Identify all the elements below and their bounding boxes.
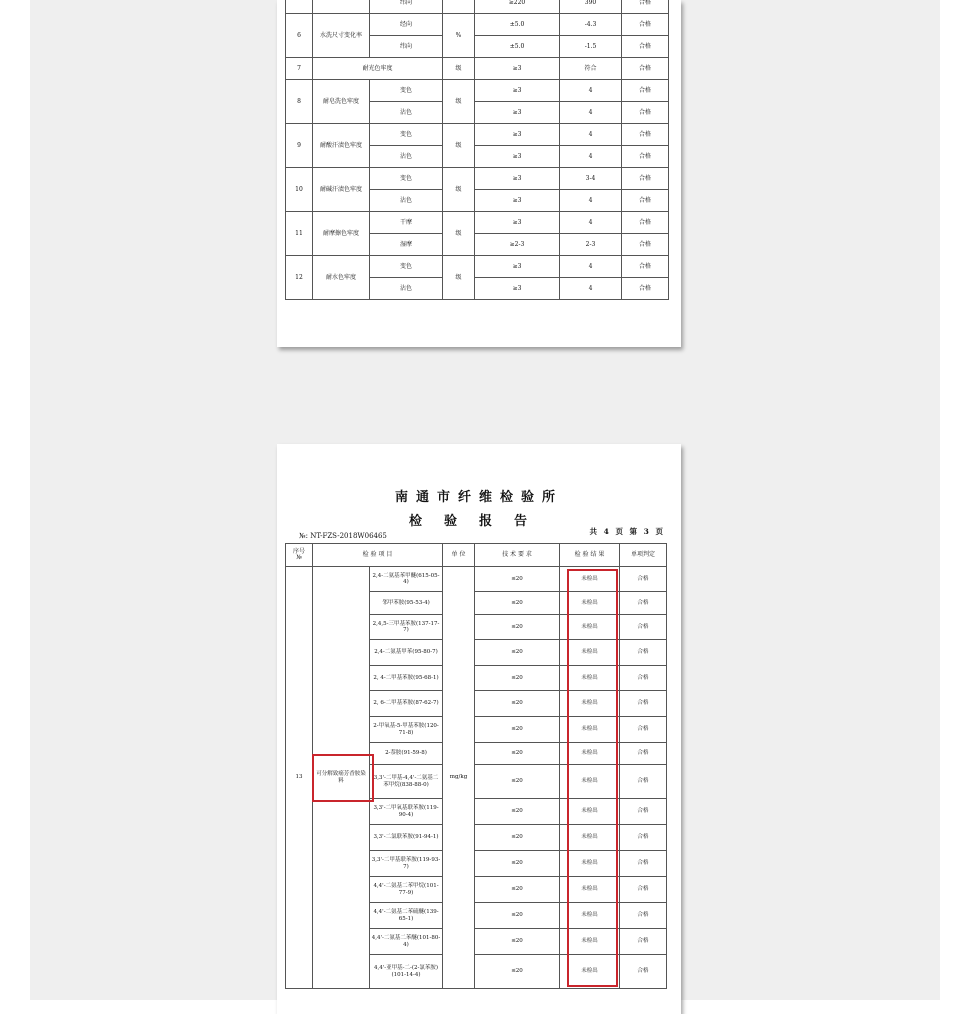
cell-req: ≤20: [475, 955, 560, 989]
cell-sub: 4,4'-二氨基二苯硫醚(139-65-1): [370, 903, 443, 929]
test-results-table-previous: [285, 0, 669, 300]
header-no: 序号 №: [286, 544, 313, 567]
report-page-3: [277, 444, 681, 1014]
cell-req: ≤20: [475, 929, 560, 955]
cell-req: ≥220: [475, 0, 560, 14]
cell-item: 耐皂洗色牢度: [313, 80, 370, 124]
header-judge: 单项判定: [620, 544, 667, 567]
cell-req: ≥3: [475, 102, 560, 124]
cell-judge: 合格: [622, 124, 669, 146]
cell-result: 未检出: [560, 851, 620, 877]
report-title: 检验报告: [408, 514, 549, 529]
cell-result: -4.3: [560, 14, 622, 36]
table-row: [286, 124, 669, 146]
cell-req: ≤20: [475, 765, 560, 799]
table-row: [286, 58, 669, 80]
cell-result: 未检出: [560, 743, 620, 765]
cell-judge: 合格: [620, 799, 667, 825]
cell-result: 4: [560, 190, 622, 212]
cell-sub: 2, 6-二甲基苯胺(87-62-7): [370, 691, 443, 717]
cell-req: ≥3: [475, 80, 560, 102]
cell-sub: 3,3'-二甲氧基联苯胺(119-90-4): [370, 799, 443, 825]
cell-req: ≥3: [475, 212, 560, 234]
cell-req: ≤20: [475, 877, 560, 903]
cell-sub: 2,4-二氨基苯甲醚(615-05-4): [370, 567, 443, 592]
cell-no: 10: [286, 168, 313, 212]
cell-judge: 合格: [620, 903, 667, 929]
page-indicator: 共 4 页 第 3 页: [589, 527, 665, 536]
institution-title: 南通市纤维检验所: [394, 490, 563, 505]
cell-judge: 合格: [622, 278, 669, 300]
cell-judge: 合格: [622, 212, 669, 234]
cell-judge: 合格: [620, 877, 667, 903]
cell-req: ≥3: [475, 146, 560, 168]
cell-sub: 2, 4-二甲基苯胺(95-68-1): [370, 666, 443, 691]
cell-result: 符合: [560, 58, 622, 80]
cell-judge: 合格: [622, 256, 669, 278]
table-row: [286, 0, 669, 14]
cell-sub: 纬向: [370, 36, 443, 58]
cell-req: ≤20: [475, 903, 560, 929]
cell-item: 耐光色牢度: [313, 58, 443, 80]
cell-req: ≥3: [475, 256, 560, 278]
cell-item: 耐水色牢度: [313, 256, 370, 300]
cell-unit: 级: [443, 58, 475, 80]
cell-result: 未检出: [560, 691, 620, 717]
cell-no: 13: [286, 567, 313, 989]
cell-sub: 2,4-二氨基甲苯(95-80-7): [370, 640, 443, 666]
cell-judge: 合格: [620, 592, 667, 615]
cell-item: 耐酸汗渍色牢度: [313, 124, 370, 168]
cell-sub: 经向: [370, 14, 443, 36]
cell-result: 未检出: [560, 592, 620, 615]
cell-judge: 合格: [620, 851, 667, 877]
cell-no: 7: [286, 58, 313, 80]
cell-sub: 变色: [370, 124, 443, 146]
cell-judge: 合格: [622, 14, 669, 36]
cell-unit: mg/kg: [443, 567, 475, 989]
cell-result: 4: [560, 102, 622, 124]
cell-no: 11: [286, 212, 313, 256]
cell-judge: 合格: [622, 168, 669, 190]
cell-result: 未检出: [560, 640, 620, 666]
cell-result: 4: [560, 80, 622, 102]
cell-judge: 合格: [622, 58, 669, 80]
cell-req: ≥3: [475, 58, 560, 80]
cell-judge: 合格: [622, 190, 669, 212]
table-row: [286, 256, 669, 278]
table-header-row: [286, 544, 667, 567]
cell-req: ≤20: [475, 592, 560, 615]
cell-sub: 2-萘胺(91-59-8): [370, 743, 443, 765]
cell-req: ≤20: [475, 640, 560, 666]
cell-judge: 合格: [620, 615, 667, 640]
cell-sub: 2,4,5-三甲基苯胺(137-17-7): [370, 615, 443, 640]
table-row: [286, 168, 669, 190]
cell-no: 9: [286, 124, 313, 168]
cell-unit: 级: [443, 80, 475, 124]
cell-judge: 合格: [622, 0, 669, 14]
cell-sub: 3,3'-二氯联苯胺(91-94-1): [370, 825, 443, 851]
cell-result: 3-4: [560, 168, 622, 190]
cell-judge: 合格: [622, 80, 669, 102]
cell-judge: 合格: [620, 765, 667, 799]
cell-result: 未检出: [560, 825, 620, 851]
cell-result: 未检出: [560, 666, 620, 691]
cell-result: 未检出: [560, 877, 620, 903]
cell-judge: 合格: [620, 717, 667, 743]
cell-result: 未检出: [560, 717, 620, 743]
cell-item: 水洗尺寸变化率: [313, 14, 370, 58]
cell-sub: 变色: [370, 168, 443, 190]
cell-sub: 4,4'-亚甲基-二-(2-氯苯胺)(101-14-4): [370, 955, 443, 989]
cell-sub: 纬向: [370, 0, 443, 14]
cell-result: 390: [560, 0, 622, 14]
header-result: 检 验 结 果: [560, 544, 620, 567]
cell-result: 未检出: [560, 903, 620, 929]
cell-sub: 4,4'-二氨基二苯醚(101-80-4): [370, 929, 443, 955]
cell-result: 未检出: [560, 929, 620, 955]
header-unit: 单 位: [443, 544, 475, 567]
table-row: [286, 567, 667, 592]
report-page-previous: [277, 0, 681, 347]
cell-result: 未检出: [560, 765, 620, 799]
table-row: [286, 14, 669, 36]
cell-result: 4: [560, 278, 622, 300]
cell-sub: 4,4'-二氨基二苯甲烷(101-77-9): [370, 877, 443, 903]
cell-result: 未检出: [560, 567, 620, 592]
cell-item: [313, 0, 370, 14]
header-req: 技 术 要 求: [475, 544, 560, 567]
cell-item: 可分解致癌芳香胺染料: [313, 567, 370, 989]
cell-req: ≥3: [475, 278, 560, 300]
cell-item: 耐摩擦色牢度: [313, 212, 370, 256]
cell-req: ≤20: [475, 567, 560, 592]
report-number: №: NT-FZS-2018W06465: [299, 532, 387, 540]
cell-judge: 合格: [622, 36, 669, 58]
cell-judge: 合格: [620, 743, 667, 765]
cell-judge: 合格: [620, 640, 667, 666]
cell-req: ≤20: [475, 799, 560, 825]
cell-judge: 合格: [620, 666, 667, 691]
cell-unit: 级: [443, 124, 475, 168]
cell-judge: 合格: [620, 955, 667, 989]
cell-req: ≤20: [475, 691, 560, 717]
cell-req: ≤20: [475, 851, 560, 877]
cell-judge: 合格: [622, 102, 669, 124]
table-row: [286, 80, 669, 102]
cell-req: ≤20: [475, 666, 560, 691]
cell-result: 未检出: [560, 955, 620, 989]
cell-req: ≤20: [475, 717, 560, 743]
cell-result: 未检出: [560, 615, 620, 640]
cell-sub: 沾色: [370, 146, 443, 168]
cell-unit: 级: [443, 168, 475, 212]
cell-judge: 合格: [620, 567, 667, 592]
cell-req: ±5.0: [475, 36, 560, 58]
cell-unit: [443, 0, 475, 14]
cell-req: ≥3: [475, 168, 560, 190]
cell-sub: 2-甲氧基-5-甲基苯胺(120-71-8): [370, 717, 443, 743]
cell-judge: 合格: [620, 929, 667, 955]
cell-judge: 合格: [620, 691, 667, 717]
cell-sub: 邻甲苯胺(95-53-4): [370, 592, 443, 615]
cell-result: 2-3: [560, 234, 622, 256]
cell-unit: 级: [443, 212, 475, 256]
header-item: 检 验 项 目: [313, 544, 443, 567]
cell-no: 8: [286, 80, 313, 124]
cell-judge: 合格: [620, 825, 667, 851]
cell-req: ≥3: [475, 124, 560, 146]
cell-judge: 合格: [622, 234, 669, 256]
cell-no: 12: [286, 256, 313, 300]
cell-sub: 变色: [370, 256, 443, 278]
cell-no: 6: [286, 14, 313, 58]
cell-result: 4: [560, 212, 622, 234]
cell-unit: 级: [443, 256, 475, 300]
cell-req: ≤20: [475, 615, 560, 640]
cell-req: ≥3: [475, 190, 560, 212]
cell-sub: 沾色: [370, 102, 443, 124]
cell-req: ≤20: [475, 825, 560, 851]
cell-result: 4: [560, 124, 622, 146]
cell-unit: %: [443, 14, 475, 58]
cell-judge: 合格: [622, 146, 669, 168]
cell-sub: 变色: [370, 80, 443, 102]
cell-sub: 沾色: [370, 190, 443, 212]
cell-sub: 3,3'-二甲基-4,4'-二氨基二苯甲烷(838-88-0): [370, 765, 443, 799]
cell-no: [286, 0, 313, 14]
table-row: [286, 212, 669, 234]
test-results-table: [285, 543, 667, 989]
cell-result: -1.5: [560, 36, 622, 58]
cell-req: ≥2-3: [475, 234, 560, 256]
cell-sub: 3,3'-二甲基联苯胺(119-93-7): [370, 851, 443, 877]
cell-sub: 沾色: [370, 278, 443, 300]
cell-req: ±5.0: [475, 14, 560, 36]
cell-item: 耐碱汗渍色牢度: [313, 168, 370, 212]
cell-result: 4: [560, 146, 622, 168]
cell-result: 未检出: [560, 799, 620, 825]
cell-sub: 干摩: [370, 212, 443, 234]
cell-result: 4: [560, 256, 622, 278]
cell-sub: 湿摩: [370, 234, 443, 256]
cell-req: ≤20: [475, 743, 560, 765]
